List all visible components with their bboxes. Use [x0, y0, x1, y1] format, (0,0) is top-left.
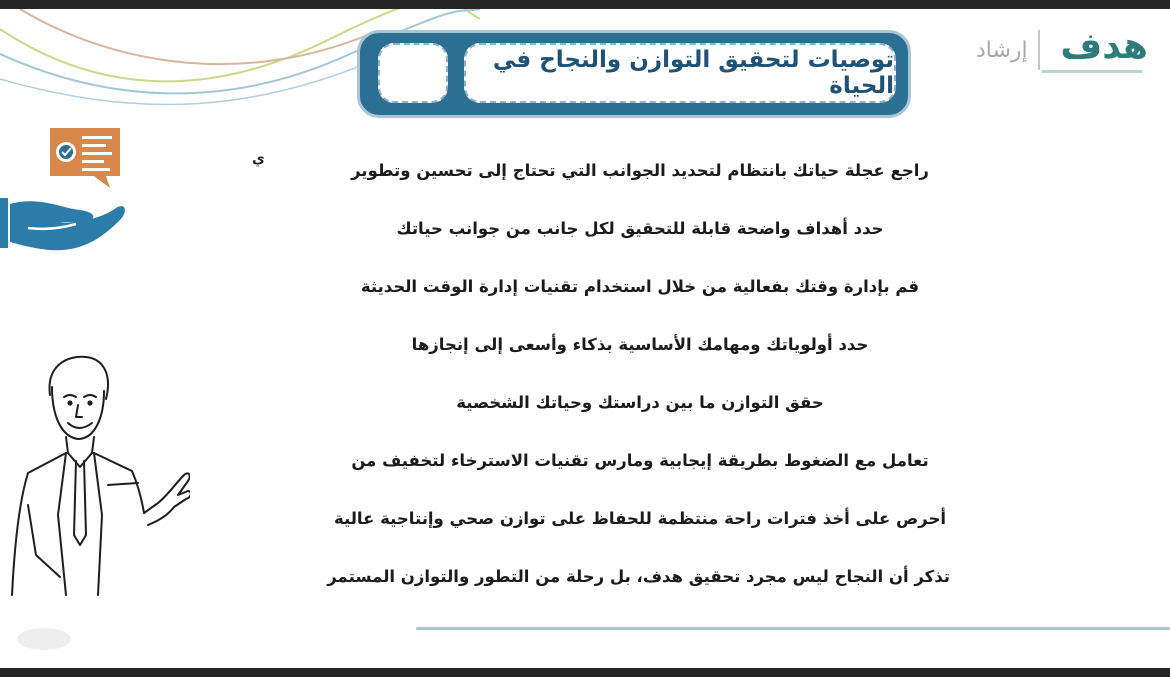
title-banner [357, 30, 911, 118]
logo-tagline-bar [1042, 70, 1142, 73]
recommendation-item: أحرص على أخذ فترات راحة منتظمة للحفاظ على توازن صحي وإنتاجية عالية [333, 509, 946, 528]
checklist-chat-icon [48, 126, 122, 192]
recommendation-item: حقق التوازن ما بين دراستك وحياتك الشخصية [456, 393, 824, 412]
top-border [0, 0, 1170, 9]
recommendation-item: حدد أولوياتك ومهامك الأساسية بذكاء وأسعى إلى إنجازها [411, 335, 869, 354]
recommendation-item: حدد أهداف واضحة قابلة للتحقيق لكل جانب من جوانب حياتك [396, 219, 884, 238]
recommendation-item: راجع عجلة حياتك بانتظام لتحديد الجوانب التي تحتاج إلى تحسين وتطوير [351, 161, 929, 180]
recommendation-item: تذكر أن النجاح ليس مجرد تحقيق هدف، بل رحلة من التطور والتوازن المستمر [327, 567, 950, 586]
recommendation-item: قم بإدارة وقتك بفعالية من خلال استخدام تقنيات إدارة الوقت الحديثة [360, 277, 920, 296]
divider-line [416, 627, 1170, 630]
logo-wordmark: هدف [1060, 26, 1148, 67]
bottom-border [0, 668, 1170, 677]
stray-character: ي [252, 151, 265, 167]
banner-empty-box [378, 43, 448, 103]
recommendation-item: تعامل مع الضغوط بطريقة إيجابية ومارس تقنيات الاسترخاء لتخفيف من [351, 451, 929, 470]
title-box [464, 43, 896, 103]
presenter-man-illustration [8, 355, 190, 600]
logo-subtitle: إرشاد [976, 38, 1028, 63]
decorative-shape [15, 625, 73, 653]
logo-separator [1038, 30, 1040, 70]
hadaf-logo [970, 20, 1160, 80]
page-title: توصيات لتحقيق التوازن والنجاح في الحياة [492, 47, 894, 99]
recommendations-list [327, 142, 950, 606]
open-hand-icon [0, 190, 128, 256]
